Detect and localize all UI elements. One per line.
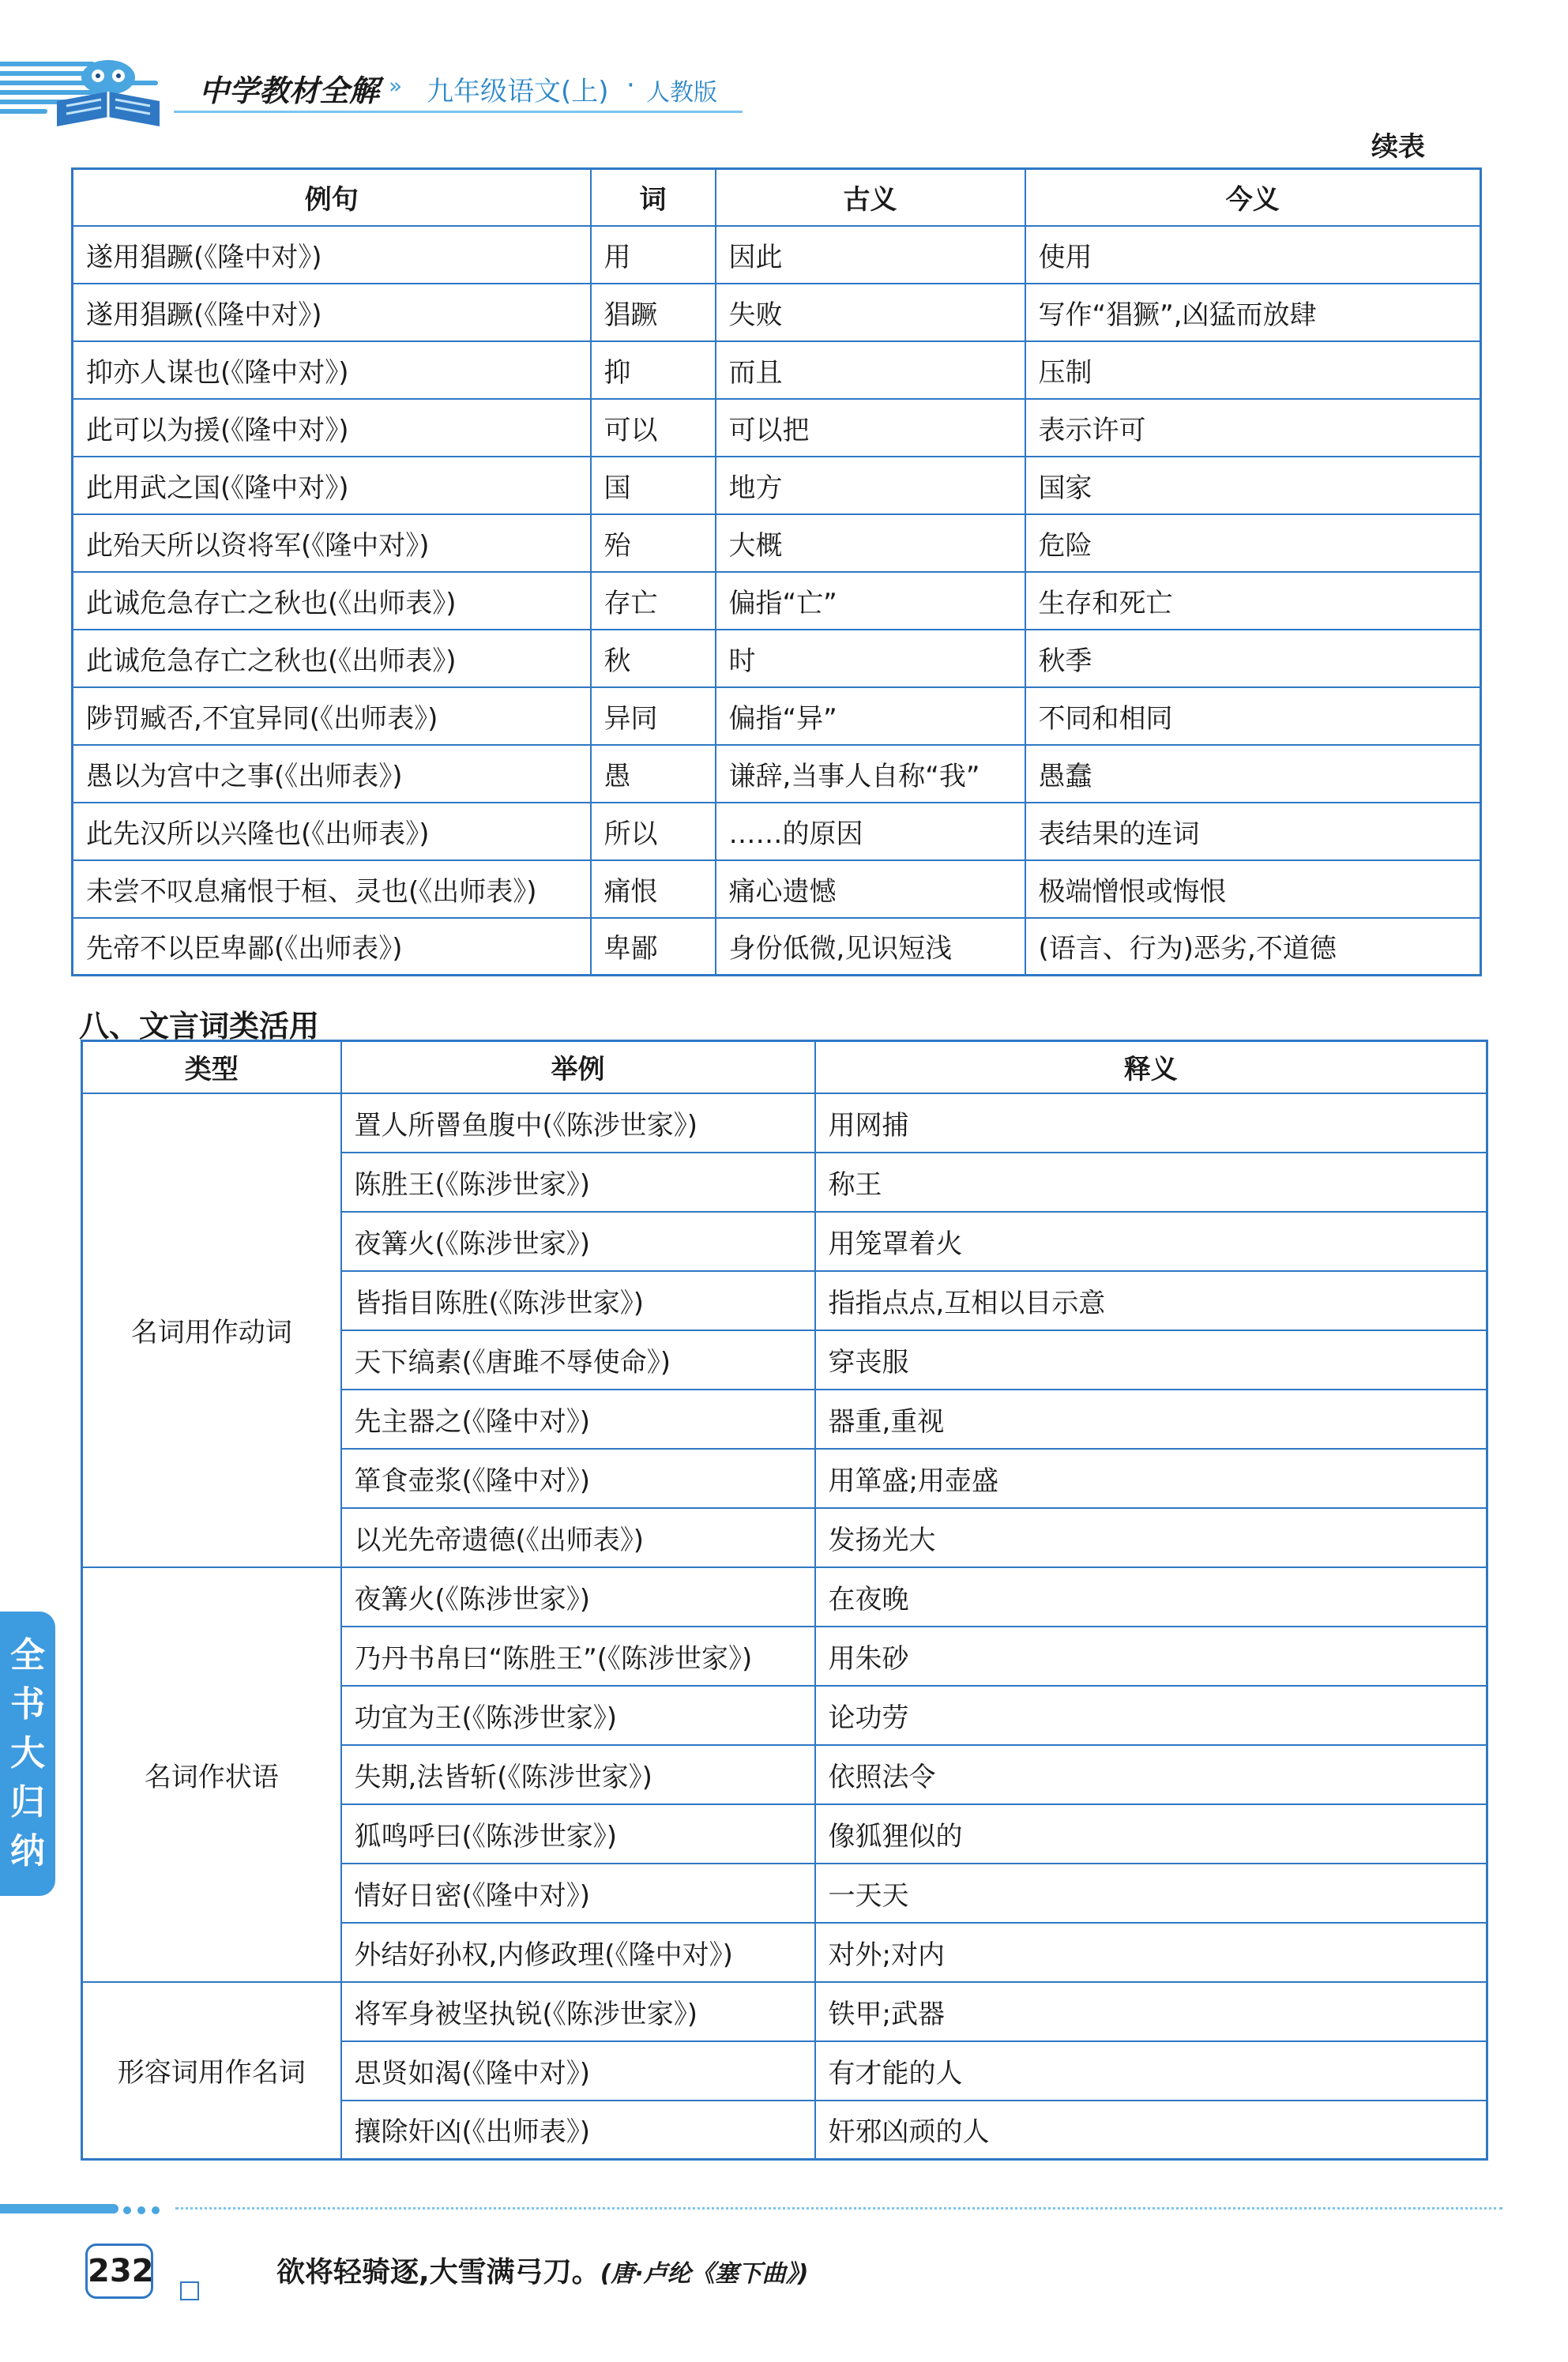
meaning-cell: 像狐狸似的 — [815, 1804, 1487, 1864]
table-row — [73, 630, 1481, 687]
meaning-cell: 奸邪凶顽的人 — [815, 2101, 1487, 2160]
meaning-cell: 论功劳 — [815, 1686, 1487, 1745]
example-cell: 思贤如渴(《隆中对》) — [341, 2041, 815, 2101]
example-cell: 外结好孙权,内修政理(《隆中对》) — [341, 1923, 815, 1982]
table-row — [73, 226, 1481, 284]
modern-meaning-cell: 秋季 — [1025, 630, 1481, 687]
ancient-meaning-cell: 谦辞,当事人自称“我” — [716, 745, 1025, 803]
modern-meaning-cell: (语言、行为)恶劣,不道德 — [1025, 918, 1481, 976]
chevron-right-icon: » — [389, 73, 403, 99]
column-header: 释义 — [815, 1041, 1487, 1093]
example-cell: 将军身被坚执锐(《陈涉世家》) — [341, 1982, 815, 2041]
meaning-cell: 穿丧服 — [815, 1330, 1487, 1390]
subject-label: 九年级语文(上) — [427, 76, 609, 107]
word-cell: 异同 — [591, 687, 716, 745]
side-tab — [0, 1612, 55, 1896]
word-cell: 猖蹶 — [591, 284, 716, 341]
ancient-meaning-cell: 偏指“亡” — [716, 572, 1025, 630]
book-title: 中学教材全解 — [199, 73, 380, 108]
table-row — [73, 687, 1481, 745]
word-cell: 抑 — [591, 341, 716, 399]
ancient-meaning-cell: 大概 — [716, 514, 1025, 572]
table-row — [73, 918, 1481, 976]
meaning-cell: 用朱砂 — [815, 1627, 1487, 1686]
table-row — [82, 1982, 1487, 2041]
example-cell: 此用武之国(《隆中对》) — [73, 457, 591, 514]
table-row — [73, 284, 1481, 341]
ancient-meaning-cell: 可以把 — [716, 399, 1025, 457]
example-cell: 此殆天所以资将军(《隆中对》) — [73, 514, 591, 572]
ancient-meaning-cell: 而且 — [716, 341, 1025, 399]
word-cell: 所以 — [591, 803, 716, 860]
example-cell: 功宜为王(《陈涉世家》) — [341, 1686, 815, 1745]
word-cell: 殆 — [591, 514, 716, 572]
example-cell: 陟罚臧否,不宜异同(《出师表》) — [73, 687, 591, 745]
poem-source: (唐·卢纶《塞下曲》) — [600, 2260, 809, 2288]
side-tab-char: 书 — [10, 1684, 45, 1724]
modern-meaning-cell: 极端憎恨或悔恨 — [1025, 860, 1481, 918]
example-cell: 乃丹书帛曰“陈胜王”(《陈涉世家》) — [341, 1627, 815, 1686]
example-cell: 置人所罾鱼腹中(《陈涉世家》) — [341, 1093, 815, 1153]
example-cell: 情好日密(《隆中对》) — [341, 1864, 815, 1923]
example-cell: 此先汉所以兴隆也(《出师表》) — [73, 803, 591, 860]
footer-bar — [0, 2204, 118, 2213]
modern-meaning-cell: 生存和死亡 — [1025, 572, 1481, 630]
meaning-cell: 依照法令 — [815, 1745, 1487, 1804]
word-cell: 愚 — [591, 745, 716, 803]
modern-meaning-cell: 表示许可 — [1025, 399, 1481, 457]
meaning-cell: 铁甲;武器 — [815, 1982, 1487, 2041]
meaning-cell: 用网捕 — [815, 1093, 1487, 1153]
ancient-meaning-cell: ……的原因 — [716, 803, 1025, 860]
table-row — [82, 1567, 1487, 1627]
square-icon — [180, 2281, 199, 2300]
example-cell: 遂用猖蹶(《隆中对》) — [73, 284, 591, 341]
table-row — [73, 457, 1481, 514]
example-cell: 天下缟素(《唐雎不辱使命》) — [341, 1330, 815, 1390]
continued-label: 续表 — [1371, 131, 1425, 163]
table-row — [73, 860, 1481, 918]
example-cell: 先帝不以臣卑鄙(《出师表》) — [73, 918, 591, 976]
example-cell: 陈胜王(《陈涉世家》) — [341, 1153, 815, 1212]
ancient-meaning-cell: 时 — [716, 630, 1025, 687]
book-logo-icon — [49, 54, 167, 133]
side-tab-char: 纳 — [10, 1831, 45, 1871]
table-header-row — [73, 169, 1481, 226]
edition-label: 人教版 — [646, 79, 717, 107]
word-cell: 存亡 — [591, 572, 716, 630]
column-header: 古义 — [716, 169, 1025, 226]
type-cell: 名词作状语 — [82, 1567, 341, 1982]
meaning-cell: 发扬光大 — [815, 1508, 1487, 1567]
example-cell: 攘除奸凶(《出师表》) — [341, 2101, 815, 2160]
table-row — [73, 341, 1481, 399]
column-header: 例句 — [73, 169, 591, 226]
example-cell: 夜篝火(《陈涉世家》) — [341, 1567, 815, 1627]
example-cell: 失期,法皆斩(《陈涉世家》) — [341, 1745, 815, 1804]
word-cell: 痛恨 — [591, 860, 716, 918]
meaning-cell: 对外;对内 — [815, 1923, 1487, 1982]
example-cell: 未尝不叹息痛恨于桓、灵也(《出师表》) — [73, 860, 591, 918]
table-row — [73, 803, 1481, 860]
poem-line: 欲将轻骑逐,大雪满弓刀。 — [276, 2256, 600, 2289]
ancient-meaning-cell: 痛心遗憾 — [716, 860, 1025, 918]
modern-meaning-cell: 国家 — [1025, 457, 1481, 514]
side-tab-char: 大 — [10, 1733, 45, 1773]
example-cell: 以光先帝遗德(《出师表》) — [341, 1508, 815, 1567]
type-cell: 名词用作动词 — [82, 1093, 341, 1567]
example-cell: 皆指目陈胜(《陈涉世家》) — [341, 1271, 815, 1330]
meaning-cell: 一天天 — [815, 1864, 1487, 1923]
footer-poem — [276, 2250, 809, 2290]
modern-meaning-cell: 写作“猖獗”,凶猛而放肆 — [1025, 284, 1481, 341]
ancient-meaning-cell: 因此 — [716, 226, 1025, 284]
type-cell: 形容词用作名词 — [82, 1982, 341, 2160]
word-cell: 可以 — [591, 399, 716, 457]
example-cell: 夜篝火(《陈涉世家》) — [341, 1212, 815, 1271]
column-header: 类型 — [82, 1041, 341, 1093]
ancient-meaning-cell: 地方 — [716, 457, 1025, 514]
meaning-cell: 有才能的人 — [815, 2041, 1487, 2101]
example-cell: 愚以为宫中之事(《出师表》) — [73, 745, 591, 803]
example-cell: 此诚危急存亡之秋也(《出师表》) — [73, 630, 591, 687]
table-row — [73, 399, 1481, 457]
table-row — [73, 572, 1481, 630]
column-header: 词 — [591, 169, 716, 226]
meaning-cell: 指指点点,互相以目示意 — [815, 1271, 1487, 1330]
page-number: 232 — [85, 2244, 153, 2299]
word-meaning-table — [71, 167, 1482, 976]
footer-dots — [123, 2202, 171, 2215]
example-cell: 箪食壶浆(《隆中对》) — [341, 1449, 815, 1508]
modern-meaning-cell: 愚蠢 — [1025, 745, 1481, 803]
word-cell: 卑鄙 — [591, 918, 716, 976]
meaning-cell: 用箪盛;用壶盛 — [815, 1449, 1487, 1508]
side-tab-char: 全 — [10, 1635, 45, 1676]
header-separator: · — [626, 70, 635, 101]
example-cell: 此可以为援(《隆中对》) — [73, 399, 591, 457]
table-row — [73, 514, 1481, 572]
modern-meaning-cell: 危险 — [1025, 514, 1481, 572]
modern-meaning-cell: 压制 — [1025, 341, 1481, 399]
word-cell: 国 — [591, 457, 716, 514]
table-header-row — [82, 1041, 1487, 1093]
meaning-cell: 称王 — [815, 1153, 1487, 1212]
example-cell: 此诚危急存亡之秋也(《出师表》) — [73, 572, 591, 630]
meaning-cell: 在夜晚 — [815, 1567, 1487, 1627]
table-row — [73, 745, 1481, 803]
ancient-meaning-cell: 失败 — [716, 284, 1025, 341]
ancient-meaning-cell: 身份低微,见识短浅 — [716, 918, 1025, 976]
example-cell: 先主器之(《隆中对》) — [341, 1390, 815, 1449]
header-line — [174, 111, 743, 113]
meaning-cell: 用笼罩着火 — [815, 1212, 1487, 1271]
column-header: 今义 — [1025, 169, 1481, 226]
word-class-table — [81, 1040, 1488, 2161]
word-cell: 用 — [591, 226, 716, 284]
footer-line — [175, 2207, 1502, 2210]
example-cell: 遂用猖蹶(《隆中对》) — [73, 226, 591, 284]
column-header: 举例 — [341, 1041, 815, 1093]
meaning-cell: 器重,重视 — [815, 1390, 1487, 1449]
side-tab-char: 归 — [10, 1782, 45, 1822]
modern-meaning-cell: 不同和相同 — [1025, 687, 1481, 745]
word-cell: 秋 — [591, 630, 716, 687]
example-cell: 狐鸣呼曰(《陈涉世家》) — [341, 1804, 815, 1864]
ancient-meaning-cell: 偏指“异” — [716, 687, 1025, 745]
section-title: 八、文言词类活用 — [79, 1009, 320, 1044]
modern-meaning-cell: 使用 — [1025, 226, 1481, 284]
table-row — [82, 1093, 1487, 1153]
example-cell: 抑亦人谋也(《隆中对》) — [73, 341, 591, 399]
modern-meaning-cell: 表结果的连词 — [1025, 803, 1481, 860]
